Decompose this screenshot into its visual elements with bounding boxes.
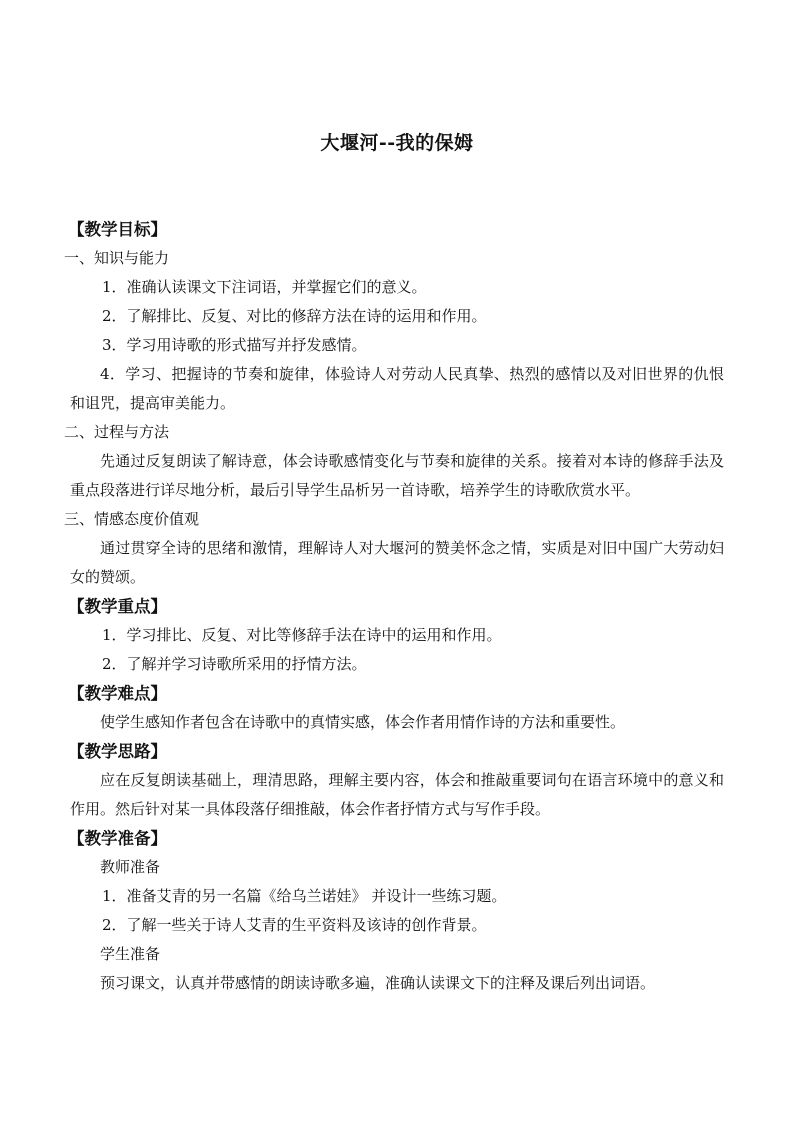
approach-text: 应在反复朗读基础上，理清思路，理解主要内容，体会和推敲重要词句在语言环境中的意义和作用。然后针对某一具体段落仔细推敲，体会作者抒情方式与写作手段。 — [70, 771, 724, 818]
difficulties-text: 使学生感知作者包含在诗歌中的真情实感，体会作者用情作诗的方法和重要性。 — [100, 713, 626, 731]
objective-item-3: 3．学习用诗歌的形式描写并抒发感情。 — [102, 336, 367, 354]
teacher-prep-item-1: 1．准备艾青的另一名篇《给乌兰诺娃》 并设计一些练习题。 — [102, 887, 507, 905]
subheading-process: 二、过程与方法 — [64, 423, 170, 441]
student-prep-text: 预习课文，认真并带感情的朗读诗歌多遍，准确认读课文下的注释及课后列出词语。 — [100, 974, 656, 992]
subheading-knowledge: 一、知识与能力 — [64, 249, 170, 267]
heading-keypoints: 【教学重点】 — [68, 597, 167, 616]
heading-difficulties: 【教学难点】 — [68, 684, 167, 703]
keypoint-item-1: 1．学习排比、反复、对比等修辞手法在诗中的运用和作用。 — [102, 626, 502, 644]
objective-item-4: 4．学习、把握诗的节奏和旋律，体验诗人对劳动人民真挚、热烈的感情以及对旧世界的仇恨和诅咒，提高审美能力。 — [70, 365, 724, 412]
heading-approach: 【教学思路】 — [68, 742, 167, 761]
teacher-prep-item-2: 2．了解一些关于诗人艾青的生平资料及该诗的创作背景。 — [102, 916, 487, 934]
subheading-student-prep: 学生准备 — [100, 945, 161, 963]
heading-objectives: 【教学目标】 — [68, 220, 167, 239]
subheading-emotion: 三、情感态度价值观 — [64, 510, 200, 528]
emotion-text: 通过贯穿全诗的思绪和激情，理解诗人对大堰河的赞美怀念之情，实质是对旧中国广大劳动妇女的赞颂。 — [70, 539, 724, 586]
subheading-teacher-prep: 教师准备 — [100, 858, 161, 876]
keypoint-item-2: 2．了解并学习诗歌所采用的抒情方法。 — [102, 655, 367, 673]
objective-item-2: 2．了解排比、反复、对比的修辞方法在诗的运用和作用。 — [102, 307, 487, 325]
document-body — [64, 215, 724, 998]
process-text: 先通过反复朗读了解诗意，体会诗歌感情变化与节奏和旋律的关系。接着对本诗的修辞手法及重点段落进行详尽地分析，最后引导学生品析另一首诗歌，培养学生的诗歌欣赏水平。 — [70, 452, 724, 499]
heading-preparation: 【教学准备】 — [68, 829, 167, 848]
objective-item-1: 1．准确认读课文下注词语，并掌握它们的意义。 — [102, 278, 427, 296]
document-title: 大堰河--我的保姆 — [320, 132, 474, 154]
